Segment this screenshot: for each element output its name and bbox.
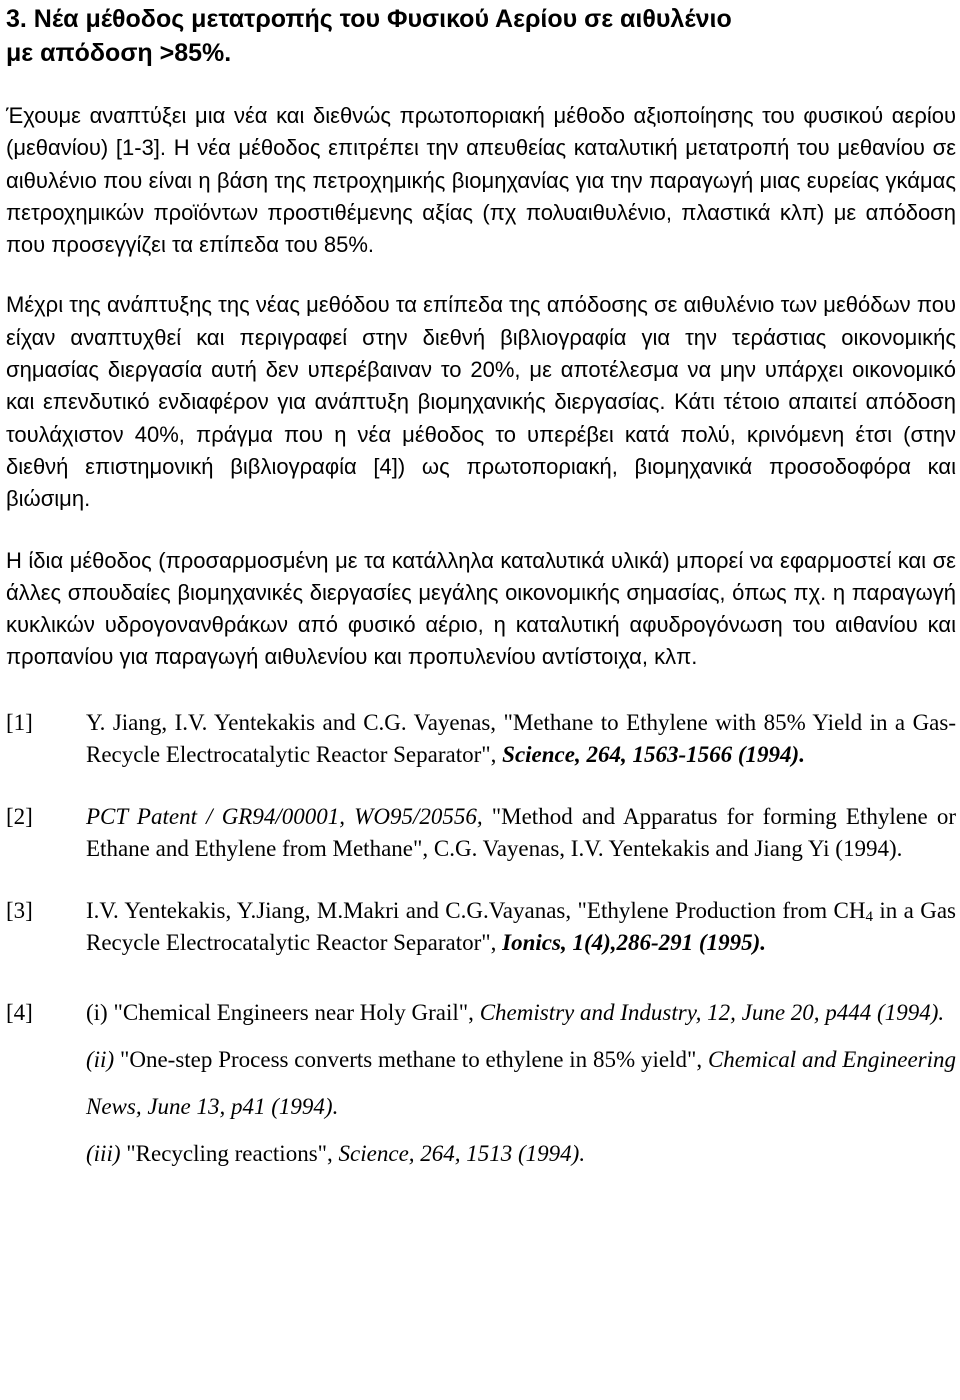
sub-reference-label: (ii) [86, 1046, 115, 1072]
sub-reference-label: (i) [86, 999, 108, 1025]
references-list [6, 707, 956, 1177]
paragraph-background: Μέχρι της ανάπτυξης της νέας μεθόδου τα επίπεδα της απόδοσης σε αιθυλένιο των μεθόδων που είχαν αναπτυχθεί και περιγραφεί στην διεθνή βιβλιογραφία για την τεράστιας οικονομικής σημασίας διεργασία αυτή δεν υπερέβαιναν το 20%, με αποτέλεσμα να μην υπάρχει οικονομικό και επενδυτικό ενδιαφέρον για ανάπτυξη βιομηχανικής διεργασίας. Κάτι τέτοιο απαιτεί απόδοση τουλάχιστον 40%, πράγμα που η νέα μέθοδος το υπερέβει κατά πολύ, κρινόμενη έτσι (στην διεθνή επιστημονική βιβλιογραφία [4]) ως πρωτοποριακή, βιομηχανικά προσοδοφόρα και βιώσιμη. [6, 292, 956, 512]
heading-line-1: 3. Νέα μέθοδος μετατροπής του Φυσικού Αερίου σε αιθυλένιο [6, 5, 732, 33]
reference-2 [6, 801, 956, 865]
reference-body [86, 989, 956, 1177]
section-heading [6, 0, 956, 70]
reference-1 [6, 707, 956, 771]
reference-number: [3] [6, 897, 33, 923]
document-page [6, 0, 956, 1177]
reference-number: [2] [6, 803, 33, 829]
reference-number: [1] [6, 709, 33, 735]
reference-3 [6, 895, 956, 959]
paragraph-applications: Η ίδια μέθοδος (προσαρμοσμένη με τα κατάλληλα καταλυτικά υλικά) μπορεί να εφαρμοστεί και σε άλλες σπουδαίες βιομηχανικές διεργασίες μεγάλης οικονομικής σημασίας, όπως πχ. η παραγωγή κυκλικών υδρογονανθράκων από φυσικό αέριο, η καταλυτική αφυδρογόνωση του αιθανίου και προπανίου για παραγωγή αιθυλενίου και προπυλενίου αντίστοιχα, κλπ. [6, 547, 956, 670]
sub-reference-source: Science, 264, 1513 (1994). [338, 1140, 586, 1166]
paragraph-intro: Έχουμε αναπτύξει μια νέα και διεθνώς πρωτοποριακή μέθοδο αξιοποίησης του φυσικού αερίου (μεθανίου) [1-3]. Η νέα μέθοδος επιτρέπει την απευθείας καταλυτική μετατροπή του μεθανίου σε αιθυλένιο που είναι η βάση της πετροχημικής βιομηχανίας για την παραγωγή μιας ευρείας γκάμας πετροχημικών προϊόντων προστιθέμενης αξίας (πχ πολυαιθυλένιο, πλαστικά κλπ) με απόδοση που προσεγγίζει τα επίπεδα του 85%. [6, 103, 956, 258]
reference-journal: Science, 264, 1563-1566 (1994). [502, 741, 805, 767]
reference-journal: Ionics, 1(4),286-291 (1995). [502, 929, 766, 955]
reference-4 [6, 989, 956, 1177]
reference-text: "Method and Apparatus for forming Ethylene or Ethane and Ethylene from Methane", C.G. Vayenas, I.V. Yentekakis and Jiang Yi (1994). [86, 803, 957, 861]
reference-text: Y. Jiang, I.V. Yentekakis and C.G. Vayenas, "Methane to Ethylene with 85% Yield in a Gas-Recycle Electrocatalytic Reactor Separator", [86, 709, 956, 767]
sub-reference-source: Chemistry and Industry, 12, June 20, p444 (1994). [479, 999, 945, 1025]
reference-text-cont: in a Gas Recycle Electrocatalytic Reactor Separator", [86, 897, 956, 955]
subscript-4: 4 [865, 908, 873, 925]
sub-reference-text: "One-step Process converts methane to ethylene in 85% yield", [114, 1046, 708, 1072]
heading-line-2: με απόδοση >85%. [6, 39, 232, 67]
reference-number: [4] [6, 999, 33, 1025]
reference-patent: PCT Patent / GR94/00001, WO95/20556, [86, 803, 483, 829]
sub-reference-iii [86, 1130, 956, 1177]
sub-reference-text: "Chemical Engineers near Holy Grail", [107, 999, 480, 1025]
sub-reference-source: Chemical and Engineering News, June 13, p41 (1994). [86, 1046, 956, 1119]
reference-body [86, 801, 956, 865]
sub-reference-ii [86, 1036, 956, 1130]
sub-reference-text: "Recycling reactions", [120, 1140, 339, 1166]
reference-body [86, 707, 956, 771]
reference-body [86, 895, 956, 959]
reference-text: I.V. Yentekakis, Y.Jiang, M.Makri and C.G.Vayanas, "Ethylene Production from CH [86, 897, 866, 923]
sub-reference-i [86, 989, 956, 1036]
sub-reference-label: (iii) [86, 1140, 121, 1166]
